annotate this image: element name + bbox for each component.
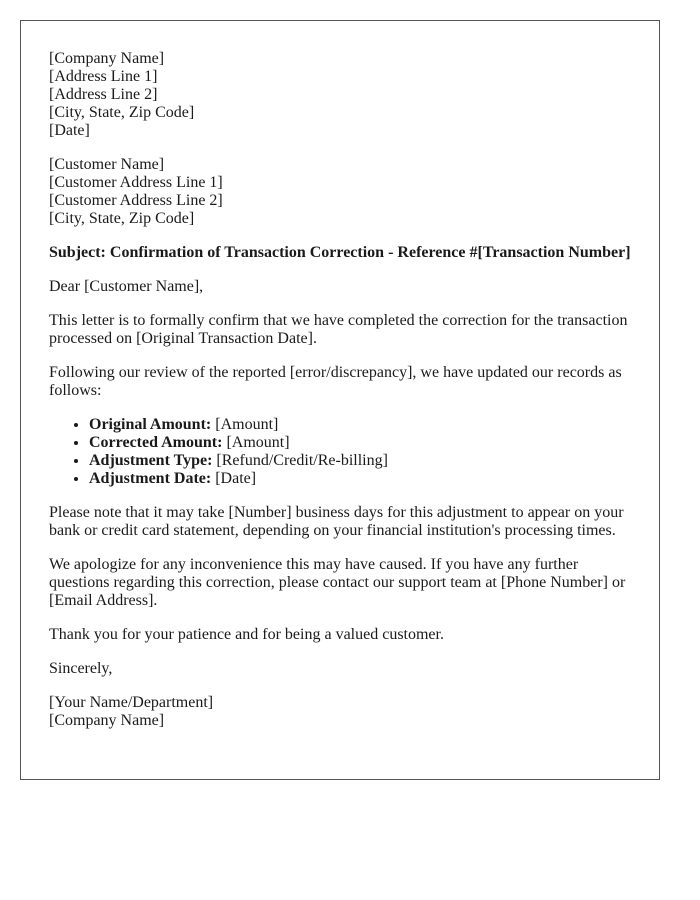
detail-label: Original Amount: (89, 416, 212, 433)
signature-block (49, 694, 631, 730)
sender-company: [Company Name] (49, 50, 165, 67)
correction-details-list (49, 416, 631, 488)
detail-value: [Refund/Credit/Re-billing] (212, 452, 388, 469)
signature-company: [Company Name] (49, 712, 165, 729)
sender-address-line-2: [Address Line 2] (49, 86, 158, 103)
list-item (89, 434, 631, 452)
review-paragraph: Following our review of the reported [error/discrepancy], we have updated our records as follows: (49, 364, 622, 399)
recipient-address (49, 156, 631, 228)
processing-note-paragraph: Please note that it may take [Number] business days for this adjustment to appear on your bank or credit card statement, depending on your financial institution's processing times. (49, 504, 624, 539)
detail-label: Adjustment Type: (89, 452, 213, 469)
list-item (89, 416, 631, 434)
sender-address-line-1: [Address Line 1] (49, 68, 158, 85)
detail-value: [Date] (211, 470, 257, 487)
list-item (89, 452, 631, 470)
recipient-address-line-2: [Customer Address Line 2] (49, 192, 223, 209)
recipient-city-state-zip: [City, State, Zip Code] (49, 210, 195, 227)
subject-line: Subject: Confirmation of Transaction Correction - Reference #[Transaction Number] (49, 244, 631, 261)
closing: Sincerely, (49, 660, 113, 677)
list-item (89, 470, 631, 488)
signature-name: [Your Name/Department] (49, 694, 214, 711)
letter-page (20, 20, 660, 780)
sender-address (49, 50, 631, 140)
detail-value: [Amount] (211, 416, 279, 433)
salutation: Dear [Customer Name], (49, 278, 204, 295)
recipient-address-line-1: [Customer Address Line 1] (49, 174, 223, 191)
recipient-name: [Customer Name] (49, 156, 165, 173)
detail-label: Adjustment Date: (89, 470, 212, 487)
apology-paragraph: We apologize for any inconvenience this may have caused. If you have any further questions regarding this correction, please contact our support team at [Phone Number] or [Email Address]. (49, 556, 626, 609)
intro-paragraph: This letter is to formally confirm that we have completed the correction for the transaction processed on [Original Transaction Date]. (49, 312, 628, 347)
detail-label: Corrected Amount: (89, 434, 223, 451)
thanks-paragraph: Thank you for your patience and for being a valued customer. (49, 626, 444, 643)
detail-value: [Amount] (222, 434, 290, 451)
sender-city-state-zip: [City, State, Zip Code] (49, 104, 195, 121)
letter-date: [Date] (49, 122, 90, 139)
